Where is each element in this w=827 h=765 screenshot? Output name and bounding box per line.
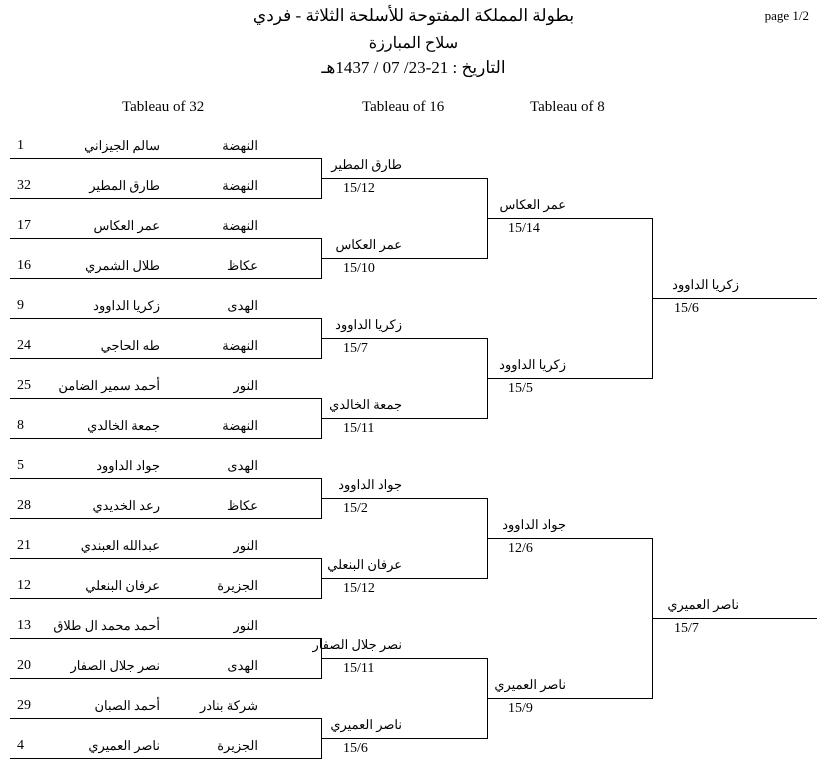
winner-name: ناصر العميري [494,677,566,692]
seed-number: 17 [17,218,31,233]
match-score: 15/14 [508,221,540,236]
seed-number: 25 [17,378,31,393]
seed-number: 24 [17,338,31,353]
club-name: الهدى [227,458,258,473]
entry-line [10,358,322,359]
winner-line [653,618,817,619]
winner-line [322,498,488,499]
tableau-32-heading: Tableau of 32 [122,99,205,115]
winner-line [488,378,653,379]
tableau-16-heading: Tableau of 16 [362,99,445,115]
fencer-name: أحمد محمد ال طلاق [53,618,160,633]
tableau-8-heading: Tableau of 8 [530,99,605,115]
entry-line [10,158,322,159]
club-name: الهدى [227,658,258,673]
winner-name: زكريا الداوود [672,277,739,292]
seed-number: 13 [17,618,31,633]
winner-name: طارق المطير [331,157,402,172]
entry-line [10,278,322,279]
club-name: النهضة [222,338,258,353]
winner-line [322,178,488,179]
fencer-name: جواد الداوود [96,458,160,473]
winner-name: عمر العكاس [499,197,566,212]
weapon-label: سلاح المبارزة [368,35,459,52]
match-score: 15/11 [343,661,375,676]
fencer-name: نصر جلال الصفار [70,658,160,673]
fencer-name: طارق المطير [89,178,160,193]
club-name: النور [233,538,258,553]
seed-number: 4 [17,738,24,753]
seed-number: 20 [17,658,31,673]
date-label: التاريخ : 21-23/ 07 / 1437هـ [321,58,506,77]
match-score: 15/7 [343,341,368,356]
club-name: عكاظ [227,498,258,513]
entry-line [10,758,322,759]
winner-name: ناصر العميري [667,597,739,612]
match-score: 15/5 [508,381,533,396]
winner-name: جمعة الخالدي [329,397,402,412]
entry-line [10,678,322,679]
entry-line [10,478,322,479]
match-score: 15/11 [343,421,375,436]
entry-line [10,558,322,559]
entry-line [10,638,322,639]
seed-number: 9 [17,298,24,313]
match-score: 15/6 [674,301,699,316]
match-score: 15/12 [343,181,375,196]
seed-number: 21 [17,538,31,553]
winner-name: ناصر العميري [330,717,402,732]
winner-line [322,258,488,259]
match-score: 15/10 [343,261,375,276]
fencer-name: طلال الشمري [85,258,160,273]
fencer-name: طه الحاجي [100,338,160,353]
fencer-name: أحمد سمير الضامن [58,378,160,393]
winner-line [322,738,488,739]
seed-number: 32 [17,178,31,193]
winner-name: زكريا الداوود [499,357,566,372]
fencer-name: عرفان البنعلي [85,578,160,593]
winner-line [322,658,488,659]
winner-line [488,698,653,699]
winner-name: زكريا الداوود [335,317,402,332]
fencer-name: رعد الخديدي [92,498,160,513]
fencer-name: أحمد الصبان [94,698,160,713]
seed-number: 12 [17,578,31,593]
winner-line [488,218,653,219]
fencer-name: زكريا الداوود [93,298,160,313]
club-name: النهضة [222,218,258,233]
seed-number: 28 [17,498,31,513]
winner-line [322,418,488,419]
match-score: 15/12 [343,581,375,596]
entry-line [10,438,322,439]
event-title: بطولة المملكة المفتوحة للأسلحة الثلاثة - فردي [252,6,575,25]
seed-number: 16 [17,258,31,273]
club-name: عكاظ [227,258,258,273]
entry-line [10,318,322,319]
match-score: 15/6 [343,741,368,756]
fencer-name: عمر العكاس [93,218,160,233]
fencer-name: جمعة الخالدي [87,418,160,433]
winner-name: نصر جلال الصفار [312,637,402,652]
winner-name: جواد الداوود [502,517,566,532]
club-name: شركة بنادر [199,698,258,713]
winner-line [488,538,653,539]
club-name: النهضة [222,418,258,433]
entry-line [10,718,322,719]
seed-number: 29 [17,698,31,713]
club-name: الجزيرة [217,578,258,593]
club-name: النور [233,378,258,393]
seed-number: 8 [17,418,24,433]
page-number: page 1/2 [764,8,809,23]
winner-name: عمر العكاس [335,237,402,252]
match-score: 15/9 [508,701,533,716]
entry-line [10,198,322,199]
winner-line [653,298,817,299]
club-name: الجزيرة [217,738,258,753]
entry-line [10,518,322,519]
match-score: 15/2 [343,501,368,516]
seed-number: 5 [17,458,24,473]
winner-line [322,338,488,339]
entry-line [10,238,322,239]
club-name: الهدى [227,298,258,313]
fencer-name: سالم الجيزاني [84,138,160,153]
fencer-name: ناصر العميري [88,738,160,753]
seed-number: 1 [17,138,24,153]
winner-name: عرفان البنعلي [327,557,402,572]
fencer-name: عبدالله العبندي [80,538,160,553]
club-name: النهضة [222,178,258,193]
winner-line [322,578,488,579]
match-score: 15/7 [674,621,699,636]
match-score: 12/6 [508,541,533,556]
club-name: النور [233,618,258,633]
club-name: النهضة [222,138,258,153]
entry-line [10,398,322,399]
entry-line [10,598,322,599]
winner-name: جواد الداوود [338,477,402,492]
